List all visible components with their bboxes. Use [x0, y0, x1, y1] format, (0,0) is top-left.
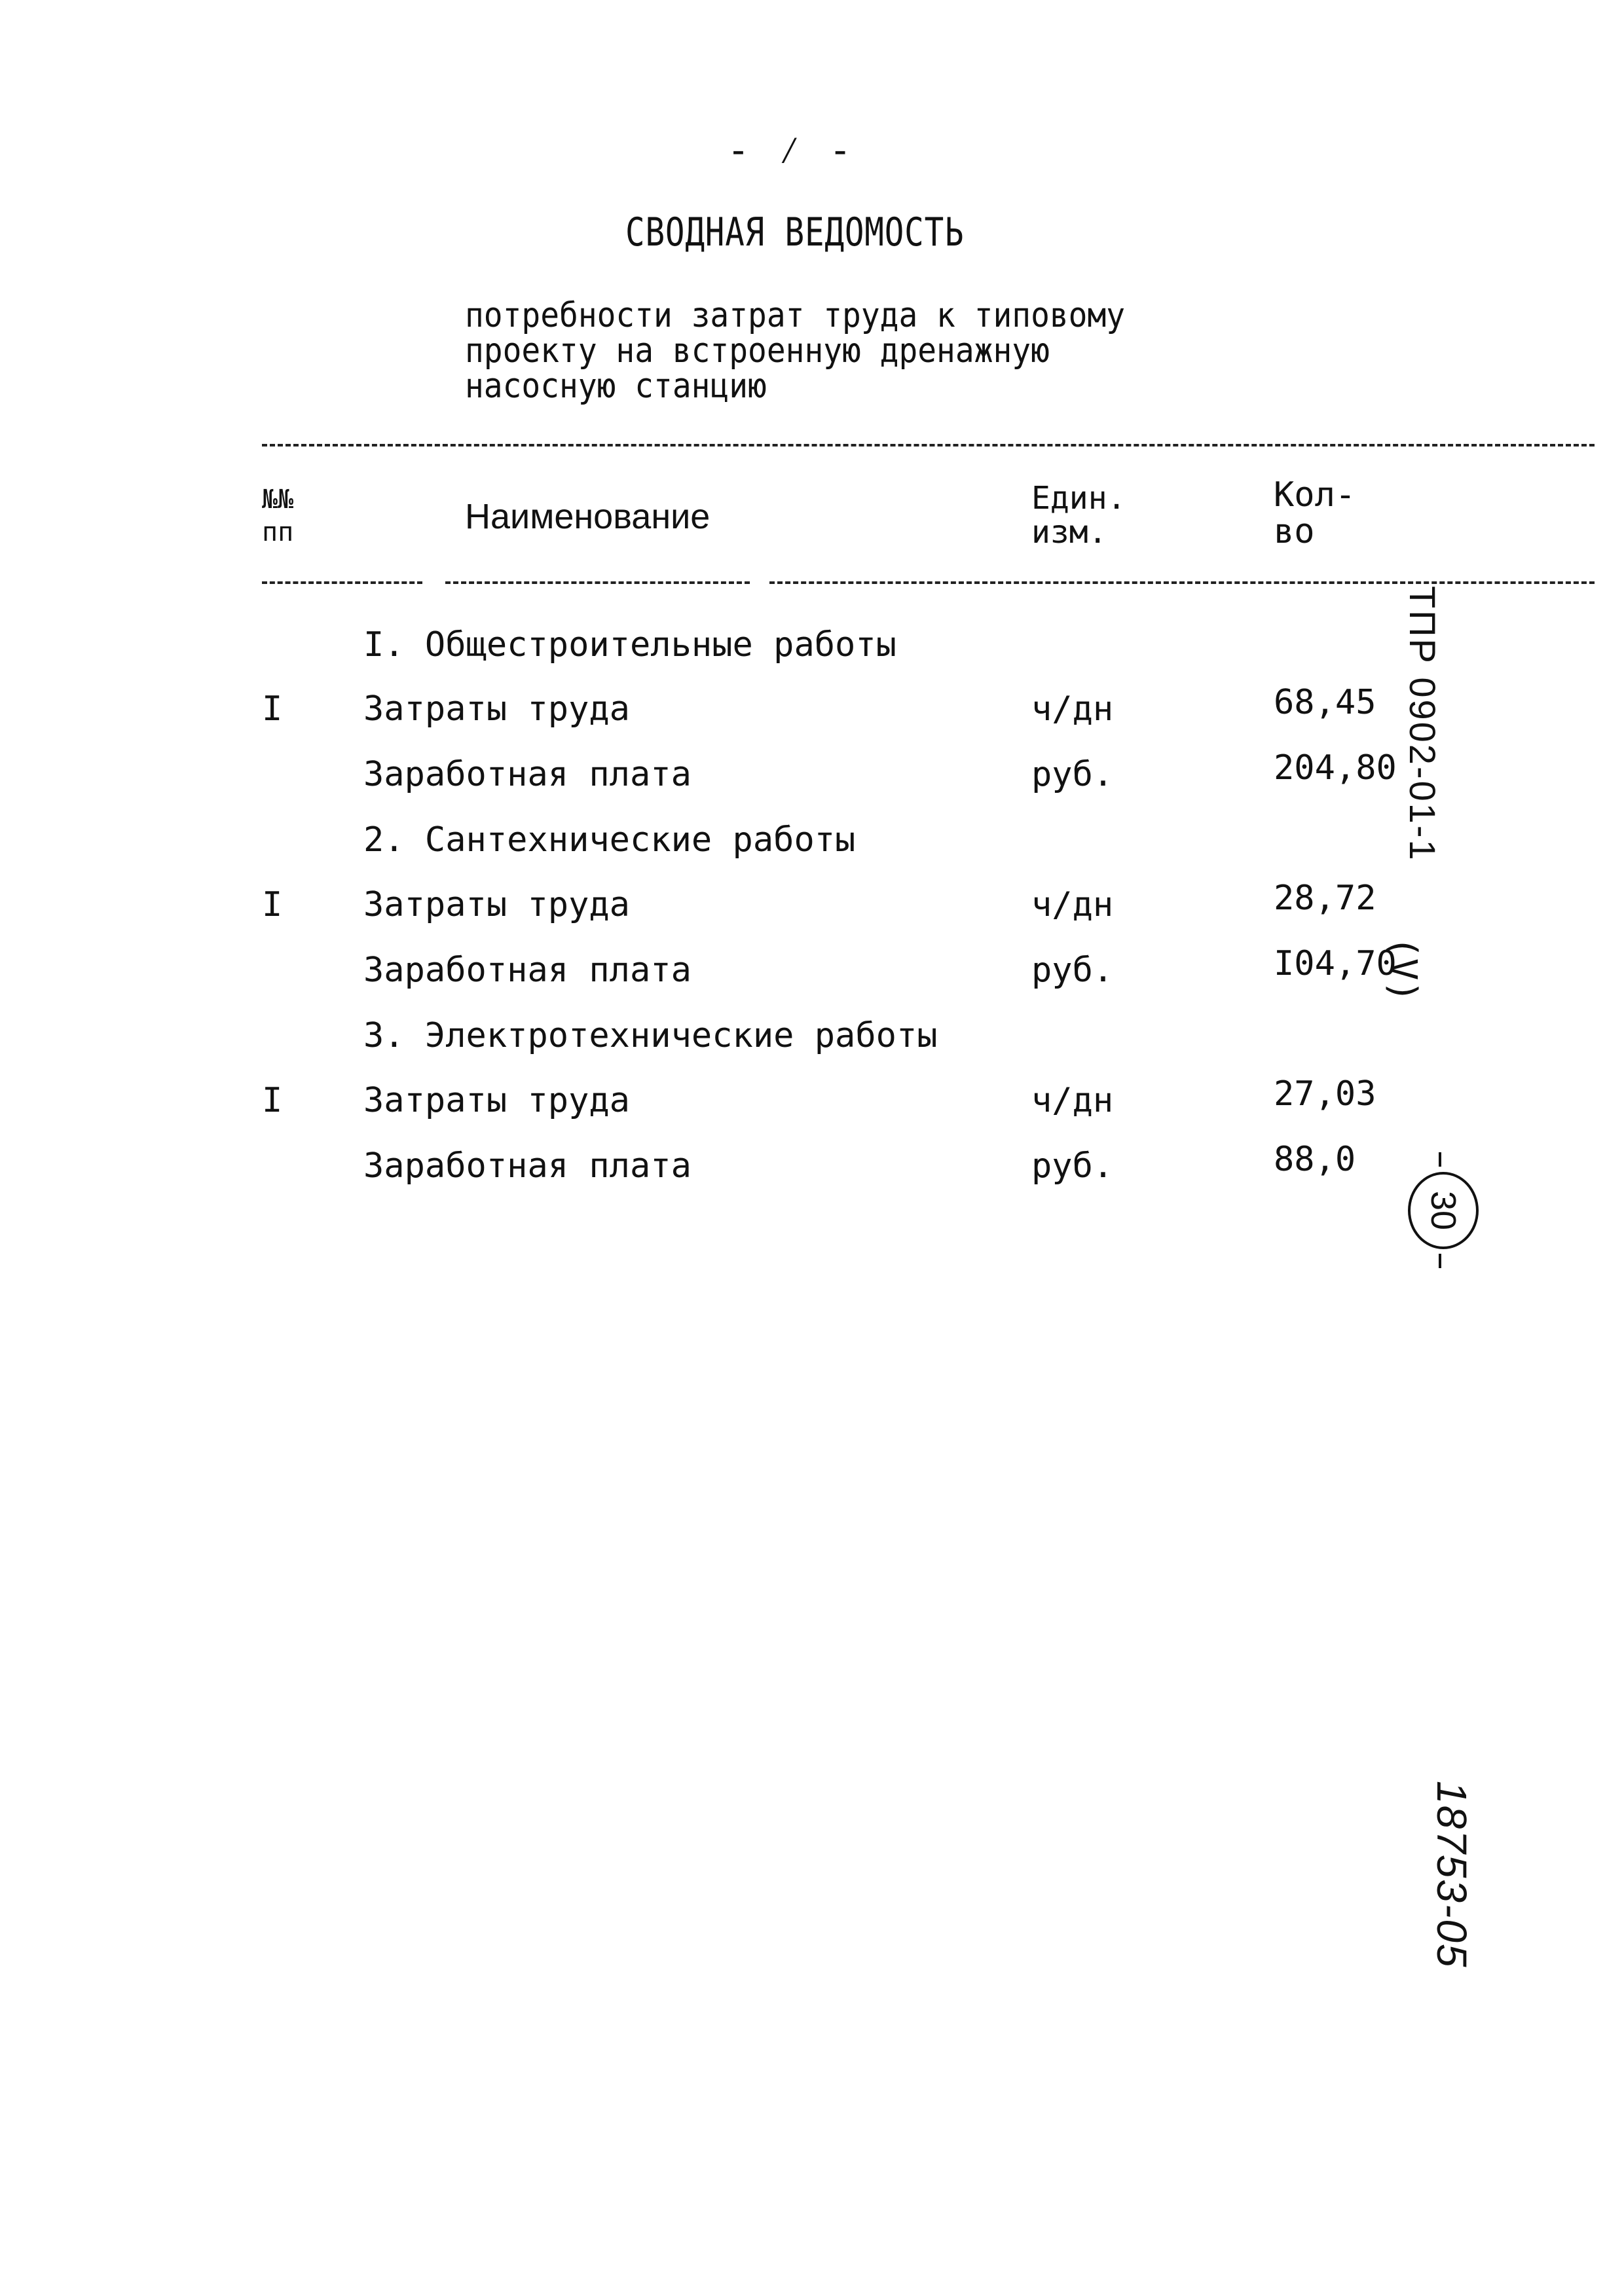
row-quantity: 88,0: [1274, 1140, 1356, 1179]
header-quantity: [1274, 477, 1356, 550]
row-number: I: [262, 689, 283, 729]
header-number-line-1: №№: [262, 484, 294, 515]
page-number: 30: [1423, 1190, 1463, 1231]
subtitle-line-3: насосную станцию: [465, 367, 767, 406]
page-number-circle: [1408, 1172, 1479, 1249]
header-bottom-rule-num: [262, 581, 422, 584]
header-unit-line-2: изм.: [1031, 514, 1107, 551]
row-quantity: 27,03: [1274, 1074, 1376, 1114]
row-quantity: 68,45: [1274, 683, 1376, 722]
header-number-line-2: пп: [262, 517, 294, 547]
row-unit: ч/дн: [1031, 1081, 1114, 1120]
archive-number: 18753-05: [1428, 1781, 1475, 1969]
header-name: Наименование: [465, 497, 710, 536]
row-name: Затраты труда: [363, 689, 630, 729]
page-number-dash-top: [1439, 1152, 1441, 1167]
header-bottom-rule-values: [769, 581, 1595, 584]
volume-mark: (V): [1382, 936, 1424, 1003]
section-title: 3. Электротехнические работы: [363, 1016, 938, 1055]
document-subtitle: [465, 298, 1183, 404]
page-number-dash-bottom: [1439, 1254, 1441, 1268]
row-name: Затраты труда: [363, 1081, 630, 1120]
subtitle-line-2: проекту на встроенную дренажную: [465, 331, 1050, 371]
header-unit-line-1: Един.: [1031, 480, 1126, 517]
header-top-rule: [262, 444, 1595, 446]
row-quantity: 28,72: [1274, 879, 1376, 918]
section-title: 2. Сантехнические работы: [363, 820, 856, 860]
header-quantity-line-2: во: [1274, 512, 1315, 551]
row-number: I: [262, 885, 283, 924]
section-title: I. Общестроительные работы: [363, 625, 896, 665]
subtitle-line-1: потребности затрат труда к типовому: [465, 296, 1126, 335]
row-unit: ч/дн: [1031, 689, 1114, 729]
header-number: [262, 483, 293, 549]
row-unit: руб.: [1031, 951, 1114, 990]
header-bottom-rule-name: [445, 581, 750, 584]
row-quantity: I04,70: [1274, 944, 1397, 983]
document-code: ТПР 0902-01-1: [1402, 586, 1443, 862]
row-quantity: 204,80: [1274, 748, 1397, 788]
row-unit: ч/дн: [1031, 885, 1114, 924]
row-number: I: [262, 1081, 283, 1120]
row-unit: руб.: [1031, 1146, 1114, 1186]
row-name: Заработная плата: [363, 951, 692, 990]
row-name: Заработная плата: [363, 755, 692, 794]
header-quantity-line-1: Кол-: [1274, 475, 1356, 515]
header-unit: [1031, 481, 1126, 549]
row-name: Затраты труда: [363, 885, 630, 924]
page-mark: - ⁄ -: [727, 128, 855, 172]
document-title: СВОДНАЯ ВЕДОМОСТЬ: [625, 210, 965, 255]
row-unit: руб.: [1031, 755, 1114, 794]
row-name: Заработная плата: [363, 1146, 692, 1186]
